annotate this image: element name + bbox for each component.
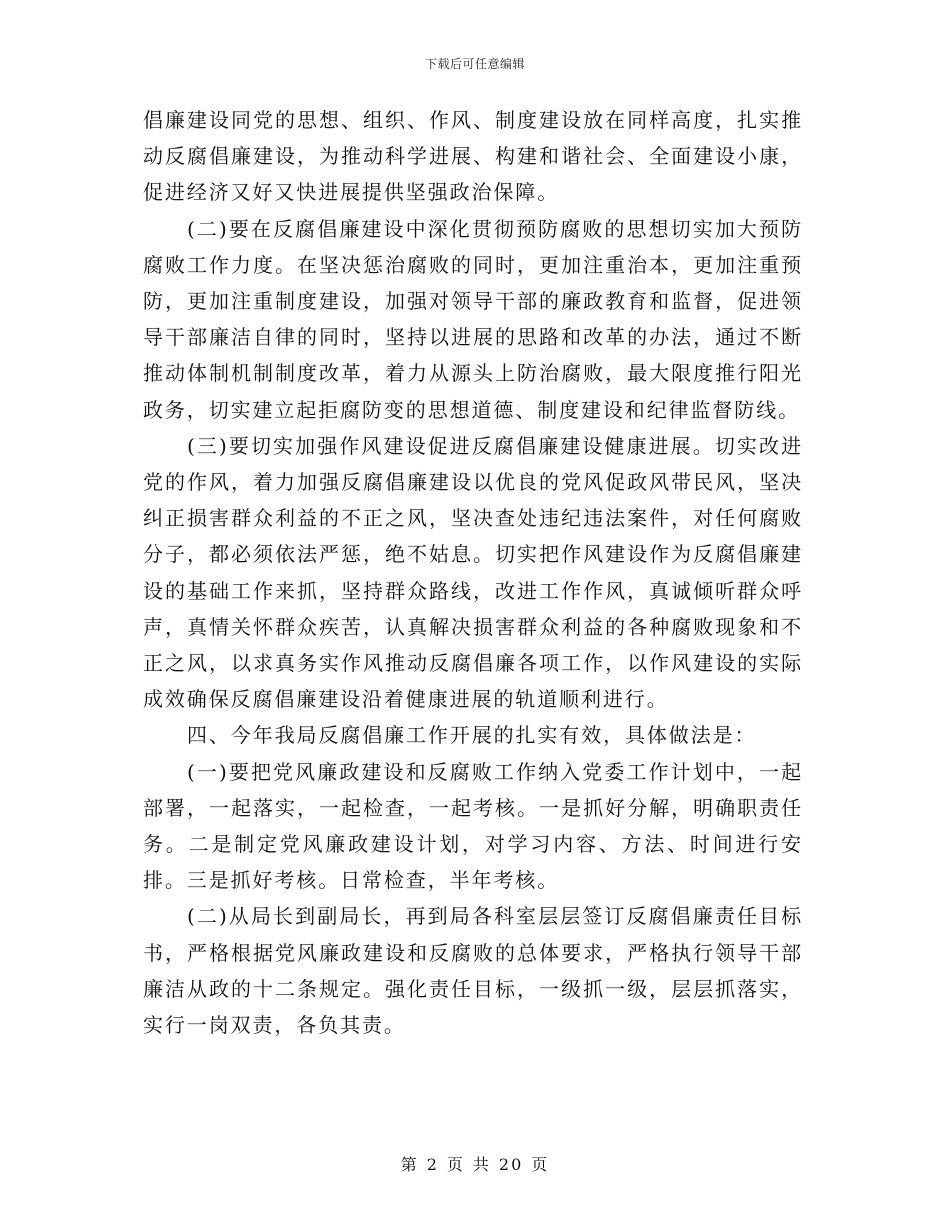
footer-prefix: 第 (400, 1155, 419, 1174)
paragraph-4: 四、今年我局反腐倡廉工作开展的扎实有效，具体做法是： (187, 723, 757, 748)
paragraph-3: (三)要切实加强作风建设促进反腐倡廉建设健康进展。切实改进党的作风，着力加强反腐倡廉建设以优良的党风促政风带民风，坚决纠正损害群众利益的不正之风，坚决查处违纪违法案件，对任何腐败分子，都必须依法严惩，绝不姑息。切实把作风建设作为反腐倡廉建设的基础工作来抓，坚持群众路线，改进工作作风，真诚倾听群众呼声，真情关怀群众疾苦，认真解决损害群众利益的各种腐败现象和不正之风，以求真务实作风推动反腐倡廉各项工作，以作风建设的实际成效确保反腐倡廉建设沿着健康进展的轨道顺利进行。 (143, 433, 803, 712)
total-pages-number: 20 (498, 1155, 524, 1174)
current-page-number: 2 (426, 1155, 439, 1174)
footer-suffix: 页 (531, 1155, 550, 1174)
header-note: 下载后可任意编辑 (424, 57, 525, 71)
footer-total-word: 共 (472, 1155, 491, 1174)
body-text (143, 102, 803, 1043)
paragraph-6: (二)从局长到副局长，再到局各科室层层签订反腐倡廉责任目标书，严格根据党风廉政建设和反腐败的总体要求，严格执行领导干部廉洁从政的十二条规定。强化责任目标，一级抓一级，层层抓落实，实行一岗双责，各负其责。 (143, 904, 803, 1038)
paragraph-5: (一)要把党风廉政建设和反腐败工作纳入党委工作计划中，一起部署，一起落实，一起检查，一起考核。一是抓好分解，明确职责任务。二是制定党风廉政建设计划，对学习内容、方法、时间进行安排。三是抓好考核。日常检查，半年考核。 (143, 759, 803, 893)
footer-page-word: 页 (446, 1155, 465, 1174)
page-footer (0, 1152, 950, 1175)
paragraph-2: (二)要在反腐倡廉建设中深化贯彻预防腐败的思想切实加大预防腐败工作力度。在坚决惩治腐败的同时，更加注重治本，更加注重预防，更加注重制度建设，加强对领导干部的廉政教育和监督，促进领导干部廉洁自律的同时，坚持以进展的思路和改革的办法，通过不断推动体制机制制度改革，着力从源头上防治腐败，最大限度推行阳光政务，切实建立起拒腐防变的思想道德、制度建设和纪律监督防线。 (143, 216, 803, 422)
paragraph-1: 倡廉建设同党的思想、组织、作风、制度建设放在同样高度，扎实推动反腐倡廉建设，为推动科学进展、构建和谐社会、全面建设小康，促进经济又好又快进展提供坚强政治保障。 (143, 108, 803, 205)
